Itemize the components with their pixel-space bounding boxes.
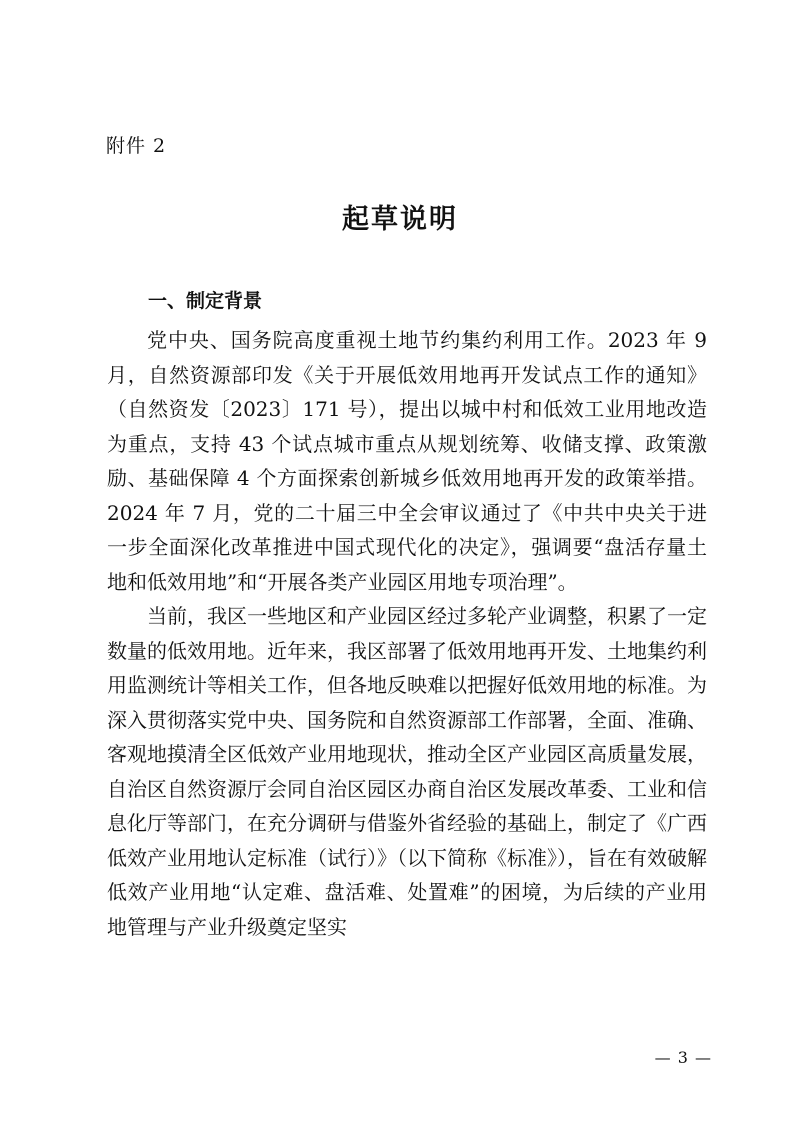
attachment-label: 附件 2 <box>106 135 167 157</box>
paragraph: 当前，我区一些地区和产业园区经过多轮产业调整，积累了一定数量的低效用地。近年来，我区部署了低效用地再开发、土地集约利用监测统计等相关工作，但各地反映难以把握好低效用地的标准。为深入贯彻落实党中央、国务院和自然资源部工作部署，全面、准确、客观地摸清全区低效产业用地现状，推动全区产业园区高质量发展，自治区自然资源厅会同自治区园区办商自治区发展改革委、工业和信息化厅等部门，在充分调研与借鉴外省经验的基础上，制定了《广西低效产业用地认定标准（试行）》（以下简称《标准》），旨在有效破解低效产业用地“认定难、盘活难、处置难”的困境，为后续的产业用地管理与产业升级奠定坚实 <box>107 604 707 939</box>
page-number: — 3 — <box>654 1048 712 1067</box>
paragraph: 党中央、国务院高度重视土地节约集约利用工作。2023 年 9 月，自然资源部印发《关于开展低效用地再开发试点工作的通知》（自然资发〔2023〕171 号），提出以城中村和低效工业用地改造为重点，支持 43 个试点城市重点从规划统筹、收储支撑、政策激励、基础保障 4 个方面探索创新城乡低效用地再开发的政策举措。2024 年 7 月，党的二十届三中全会审议通过了《中共中央关于进一步全面深化改革推进中国式现代化的决定》，强调要“盘活存量土地和低效用地”和“开展各类产业园区用地专项治理”。 <box>107 328 707 594</box>
document-title: 起草说明 <box>342 204 458 235</box>
section-heading: 一、制定背景 <box>148 290 263 312</box>
document-body <box>107 323 707 944</box>
